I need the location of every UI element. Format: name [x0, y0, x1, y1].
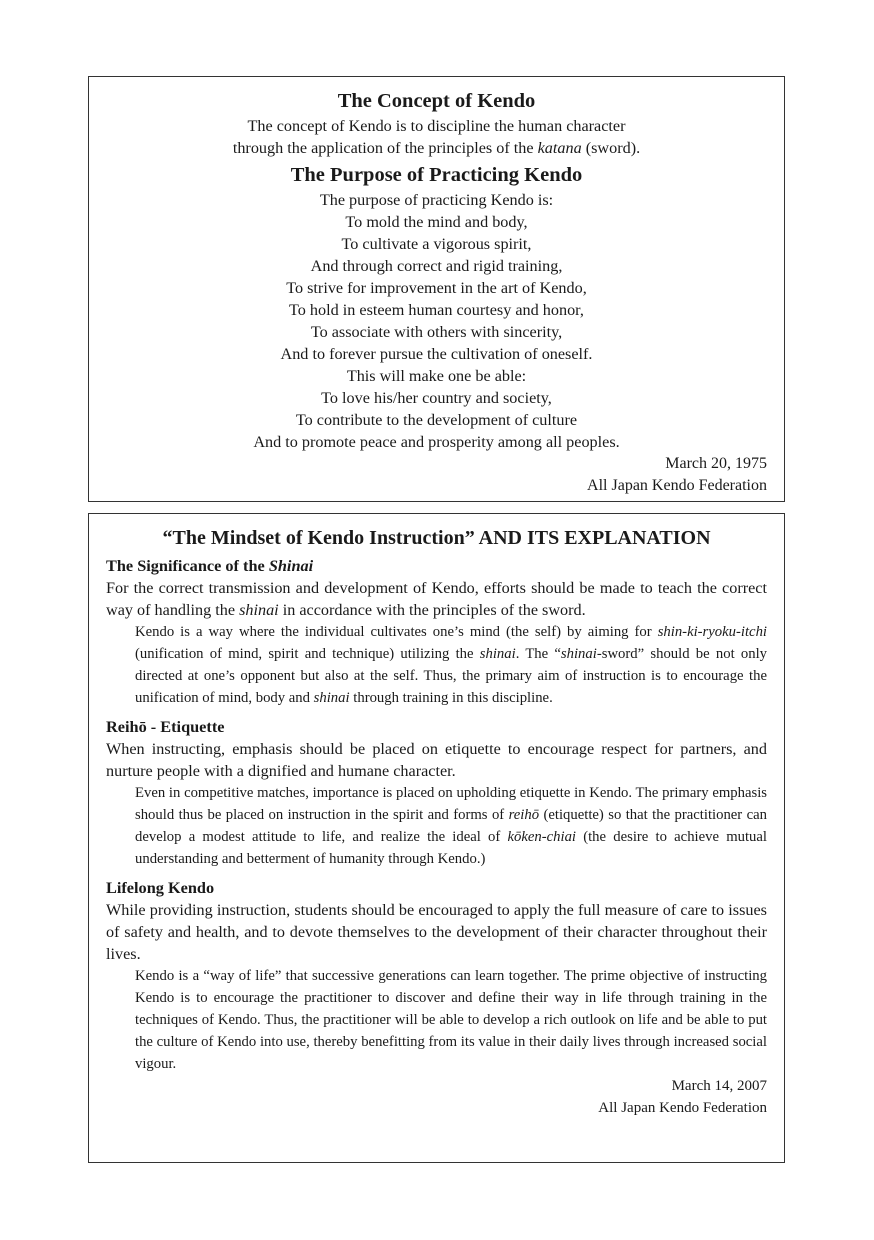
- mindset-title: “The Mindset of Kendo Instruction” AND ITS EXPLANATION: [162, 527, 711, 549]
- concept-line-1: The concept of Kendo is to discipline the human character: [247, 117, 626, 135]
- section-heading-lifelong: Lifelong Kendo: [106, 878, 215, 897]
- shinai-expl-3: . The “: [515, 646, 561, 662]
- purpose-line: To associate with others with sincerity,: [310, 323, 563, 341]
- shinai-heading-term: Shinai: [268, 556, 314, 575]
- purpose-date: March 20, 1975: [665, 455, 767, 472]
- shinai-expl-1: Kendo is a way where the individual cultivates one’s mind (the self) by aiming for: [135, 624, 658, 640]
- mindset-org: All Japan Kendo Federation: [598, 1100, 767, 1116]
- section-heading-shinai: [89, 555, 784, 577]
- shinai-expl-4: -sword” should be not only directed at one’s opponent but also at the self. Thus, the primary aim of instruction is to encourage the unification of mind, body and: [135, 646, 767, 706]
- mindset-date: March 14, 2007: [671, 1078, 767, 1094]
- shinai-expl-2: (unification of mind, spirit and technique) utilizing the: [135, 646, 480, 662]
- purpose-title: The Purpose of Practicing Kendo: [290, 164, 583, 186]
- reiho-explanation: [89, 782, 784, 870]
- shinai-principle-a: For the correct transmission and development of Kendo, efforts should be made to teach the correct way of handling the: [106, 579, 767, 619]
- shinai-term: shinai: [239, 601, 279, 619]
- shinai-principle: [89, 577, 784, 621]
- concept-line-2-text: through the application of the principles of the: [232, 139, 538, 157]
- reiho-expl-2: (etiquette) so that the practitioner can develop a modest attitude to life, and realize the ideal of: [135, 807, 767, 845]
- shinai-term: shinai: [479, 646, 516, 662]
- reiho-expl-1: Even in competitive matches, importance is placed on upholding etiquette in Kendo. The primary emphasis should thus be placed on instruction in the spirit and forms of: [135, 785, 767, 823]
- reiho-term: reihō: [508, 807, 540, 823]
- purpose-line: To mold the mind and body,: [345, 213, 528, 231]
- koken-chiai-term: kōken-chiai: [507, 829, 576, 845]
- katana-term: katana: [537, 139, 582, 157]
- reiho-expl-3: (the desire to achieve mutual understanding and betterment of humanity through Kendo.): [135, 829, 767, 867]
- concept-purpose-box: [88, 76, 785, 502]
- concept-line-2-end: (sword).: [581, 139, 641, 157]
- concept-line-2: [89, 137, 784, 159]
- purpose-line: To strive for improvement in the art of Kendo,: [286, 279, 587, 297]
- shinai-term: shinai: [560, 646, 597, 662]
- purpose-line: To contribute to the development of culture: [295, 411, 578, 429]
- shinai-principle-b: in accordance with the principles of the sword.: [278, 601, 586, 619]
- lifelong-explanation: Kendo is a “way of life” that successive generations can learn together. The prime objective of instructing Kendo is to encourage the practitioner to discover and define their way in life through training in the techniques of Kendo. Thus, the practitioner will be able to develop a rich outlook on life and be able to put the culture of Kendo into use, thereby benefitting from its value in their daily lives through increased social vigour.: [135, 968, 767, 1072]
- shinai-heading-text: The Significance of the: [106, 556, 269, 575]
- mindset-box: [88, 513, 785, 1163]
- purpose-line: And through correct and rigid training,: [310, 257, 563, 275]
- section-heading-reiho: Reihō - Etiquette: [106, 717, 225, 736]
- shinai-explanation: [89, 621, 784, 709]
- purpose-line: The purpose of practicing Kendo is:: [319, 191, 554, 209]
- purpose-line: This will make one be able:: [346, 367, 527, 385]
- purpose-line: To hold in esteem human courtesy and honor,: [289, 301, 584, 319]
- purpose-line: To love his/her country and society,: [321, 389, 552, 407]
- purpose-org: All Japan Kendo Federation: [587, 477, 767, 494]
- purpose-line: And to forever pursue the cultivation of oneself.: [280, 345, 593, 363]
- shinai-expl-5: through training in this discipline.: [349, 690, 553, 706]
- concept-title: The Concept of Kendo: [337, 90, 536, 112]
- shinai-term: shinai: [313, 690, 350, 706]
- lifelong-principle: While providing instruction, students should be encouraged to apply the full measure of care to issues of safety and health, and to devote themselves to the development of their character throughout their lives.: [106, 901, 767, 963]
- purpose-line: To cultivate a vigorous spirit,: [341, 235, 532, 253]
- reiho-principle: When instructing, emphasis should be placed on etiquette to encourage respect for partners, and nurture people with a dignified and humane character.: [106, 740, 767, 780]
- shin-ki-ryoku-itchi-term: shin-ki-ryoku-itchi: [657, 624, 767, 640]
- purpose-line: And to promote peace and prosperity among all peoples.: [253, 433, 620, 451]
